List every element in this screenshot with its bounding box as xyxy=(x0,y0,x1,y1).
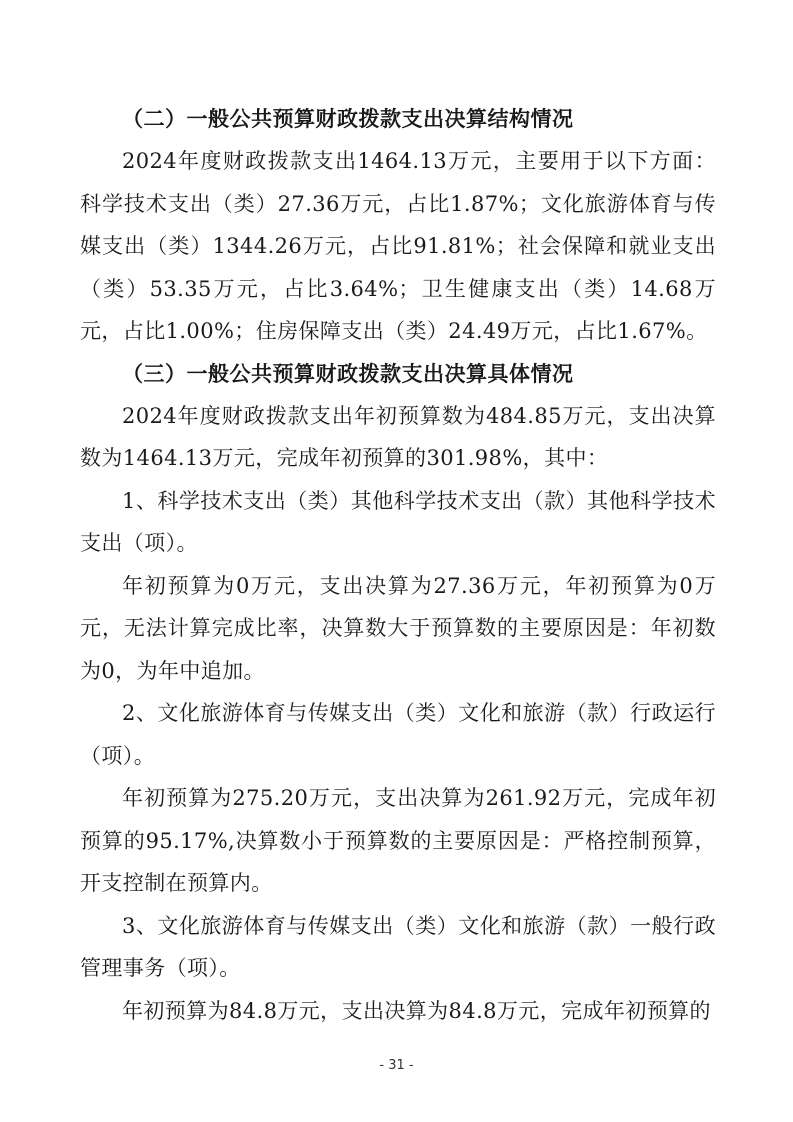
section-heading-details: （三）一般公共预算财政拨款支出决算具体情况 xyxy=(122,361,574,386)
paragraph-item-2-title: 2、文化旅游体育与传媒支出（类）文化和旅游（款）行政运行（项）。 xyxy=(80,701,716,768)
paragraph-item-3-title: 3、文化旅游体育与传媒支出（类）文化和旅游（款）一般行政管理事务（项）。 xyxy=(80,913,716,980)
paragraph-item-3-detail: 年初预算为84.8万元，支出决算为84.8万元，完成年初预算的 xyxy=(122,998,711,1023)
paragraph-expenditure-summary: 2024年度财政拨款支出年初预算数为484.85万元，支出决算数为1464.13万元，完成年初预算的301.98%，其中： xyxy=(80,403,716,470)
paragraph-item-1-title: 1、科学技术支出（类）其他科学技术支出（款）其他科学技术支出（项）。 xyxy=(80,488,716,555)
paragraph-item-2-detail: 年初预算为275.20万元，支出决算为261.92万元，完成年初预算的95.17%,决算数小于预算数的主要原因是：严格控制预算，开支控制在预算内。 xyxy=(80,786,716,895)
section-heading-structure: （二）一般公共预算财政拨款支出决算结构情况 xyxy=(122,107,574,131)
paragraph-item-1-detail: 年初预算为0万元，支出决算为27.36万元，年初预算为0万元，无法计算完成比率，决算数大于预算数的主要原因是：年初数为0，为年中追加。 xyxy=(80,573,716,683)
page-number: - 31 - xyxy=(379,1058,414,1073)
document-body xyxy=(80,98,716,1032)
paragraph-expenditure-structure: 2024年度财政拨款支出1464.13万元，主要用于以下方面：科学技术支出（类）27.36万元，占比1.87%；文化旅游体育与传媒支出（类）1344.26万元，占比91.81%；社会保障和就业支出（类）53.35万元，占比3.64%；卫生健康支出（类）14.68万元，占比1.00%；住房保障支出（类）24.49万元，占比1.67%。 xyxy=(80,149,716,343)
